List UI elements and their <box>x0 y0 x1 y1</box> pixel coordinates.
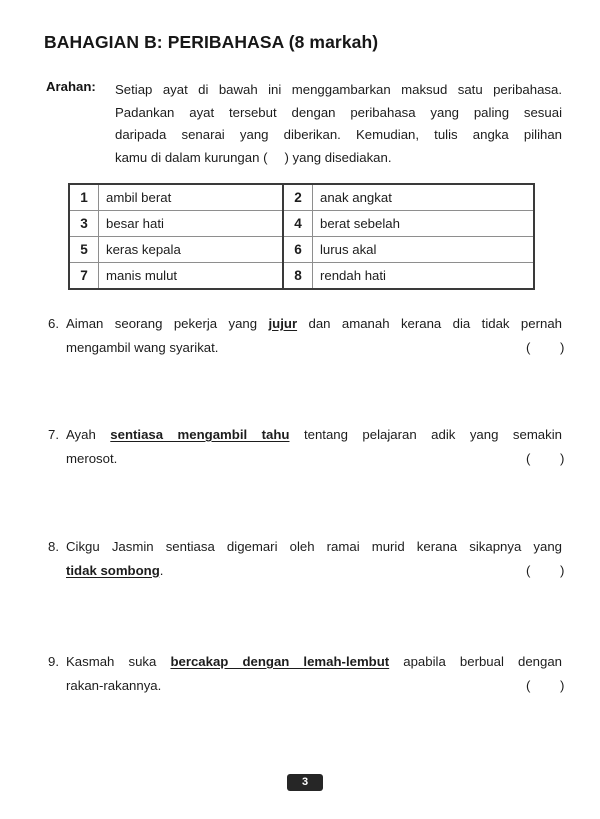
question-line-2 <box>66 559 578 583</box>
question-text-pre: Kasmah suka <box>66 654 171 669</box>
question-line-2 <box>66 447 578 471</box>
question-text-cont: mengambil wang syarikat. <box>66 339 219 355</box>
instruction-text <box>115 79 562 169</box>
answer-bracket[interactable]: ( ) <box>526 339 578 355</box>
proverb-number: 8 <box>283 263 313 290</box>
instruction-label: Arahan: <box>46 79 96 94</box>
table-row <box>69 263 534 290</box>
question-text-post: apabila berbual dengan <box>389 654 562 669</box>
answer-bracket[interactable]: ( ) <box>526 562 578 578</box>
proverb-number: 4 <box>283 211 313 237</box>
question-text-post: tentang pelajaran adik yang semakin <box>289 427 562 442</box>
proverb-number: 2 <box>283 184 313 211</box>
proverb-word: lurus akal <box>313 237 535 263</box>
question-number: 9. <box>48 654 59 669</box>
proverb-number: 5 <box>69 237 99 263</box>
question-line-2 <box>66 336 578 360</box>
question-text <box>66 312 578 359</box>
proverb-table <box>68 183 535 290</box>
answer-bracket[interactable]: ( ) <box>526 450 578 466</box>
proverb-word: keras kepala <box>99 237 284 263</box>
page-title: BAHAGIAN B: PERIBAHASA (8 markah) <box>44 32 379 52</box>
question-text-pre: Cikgu Jasmin sentiasa digemari oleh ramai murid kerana sikapnya yang <box>66 539 562 554</box>
question-keyphrase: tidak sombong <box>66 562 160 578</box>
instruction-line-4 <box>115 147 562 170</box>
instruction-line-1: Setiap ayat di bawah ini menggambarkan maksud satu peribahasa. <box>115 82 562 97</box>
question-text-pre: Ayah <box>66 427 111 442</box>
instruction-line-4-post: ) yang disediakan. <box>284 149 392 165</box>
question-9 <box>48 650 578 697</box>
question-7 <box>48 423 578 470</box>
table-row <box>69 184 534 211</box>
question-text-post: dan amanah kerana dia tidak pernah <box>297 316 562 331</box>
proverb-number: 1 <box>69 184 99 211</box>
instruction-block <box>46 79 562 169</box>
question-number: 8. <box>48 539 59 554</box>
question-text <box>66 535 578 582</box>
table-row <box>69 237 534 263</box>
proverb-word: ambil berat <box>99 184 284 211</box>
proverb-word: rendah hati <box>313 263 535 290</box>
instruction-line-3: daripada senarai yang diberikan. Kemudian, tulis angka pilihan <box>115 127 562 143</box>
proverb-word: manis mulut <box>99 263 284 290</box>
question-keyphrase: bercakap dengan lemah-lembut <box>170 654 390 669</box>
question-6 <box>48 312 578 359</box>
question-text-cont: merosot. <box>66 450 118 466</box>
question-keyphrase: jujur <box>268 316 298 331</box>
question-number: 7. <box>48 427 59 442</box>
question-8 <box>48 535 578 582</box>
question-line-1 <box>66 535 562 559</box>
question-text-cont: rakan-rakannya. <box>66 677 162 693</box>
question-text-pre: Aiman seorang pekerja yang <box>66 316 269 331</box>
question-text-post: . <box>159 562 164 578</box>
question-keyphrase: sentiasa mengambil tahu <box>110 427 290 442</box>
table-row <box>69 211 534 237</box>
answer-bracket[interactable]: ( ) <box>526 677 578 693</box>
proverb-number: 7 <box>69 263 99 290</box>
proverb-number: 3 <box>69 211 99 237</box>
question-line-1 <box>66 650 562 674</box>
instruction-line-2: Padankan ayat tersebut dengan peribahasa yang paling sesuai <box>115 104 562 120</box>
page-number-badge: 3 <box>287 774 323 791</box>
question-number: 6. <box>48 316 59 331</box>
proverb-word: anak angkat <box>313 184 535 211</box>
question-line-2 <box>66 674 578 698</box>
question-text <box>66 650 578 697</box>
question-line-1 <box>66 423 562 447</box>
question-line-1 <box>66 312 562 336</box>
proverb-word: besar hati <box>99 211 284 237</box>
proverb-number: 6 <box>283 237 313 263</box>
proverb-word: berat sebelah <box>313 211 535 237</box>
question-text <box>66 423 578 470</box>
instruction-line-4-pre: kamu di dalam kurungan ( <box>115 149 268 165</box>
